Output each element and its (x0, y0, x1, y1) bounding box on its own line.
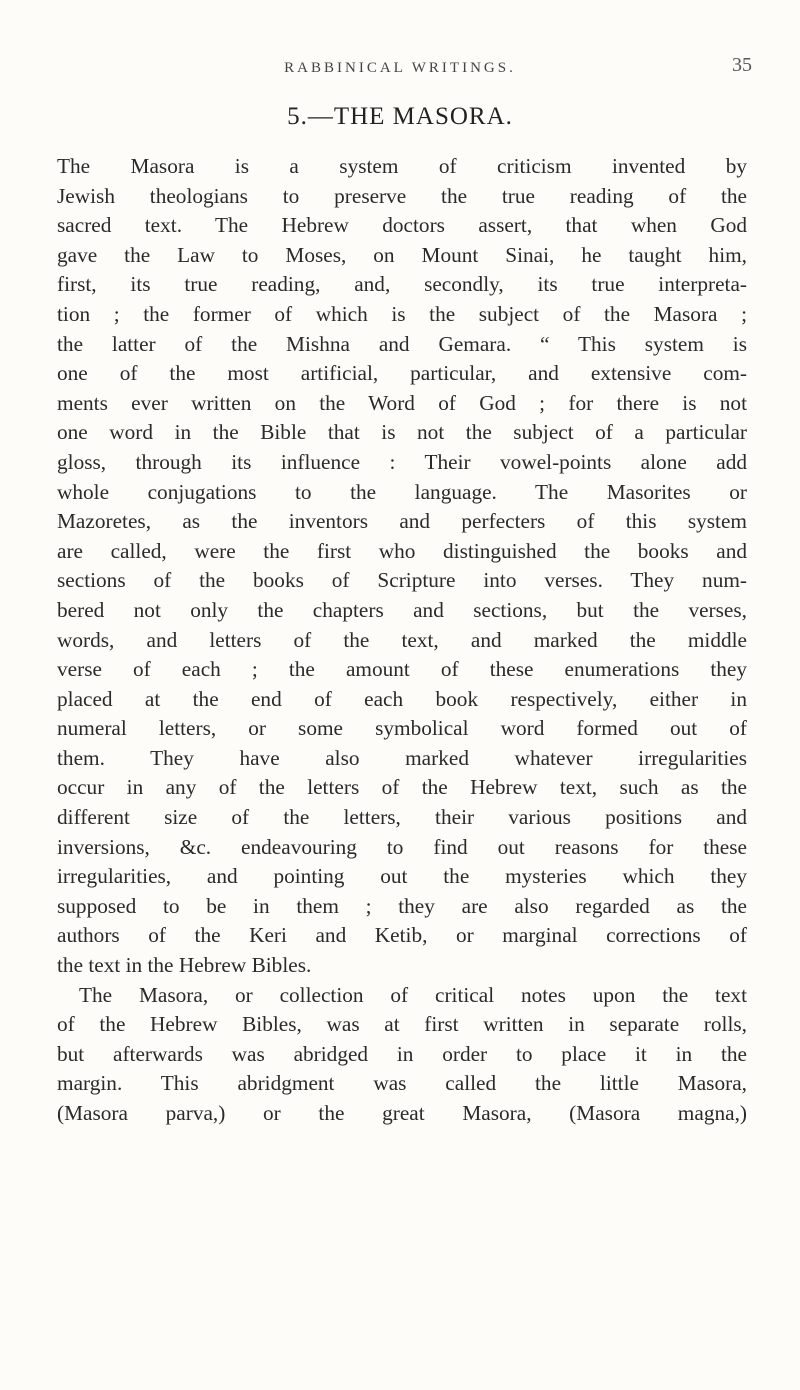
text-line: the latter of the Mishna and Gemara. “ This system is (57, 331, 747, 356)
text-line: them. They have also marked whatever irregularities (57, 745, 747, 770)
text-line: different size of the letters, their various positions and (57, 805, 747, 830)
text-line: irregularities, and pointing out the mysteries which they (57, 864, 747, 889)
text-line: but afterwards was abridged in order to place it in the (57, 1041, 747, 1066)
text-line: margin. This abridgment was called the little Masora, (57, 1071, 747, 1096)
text-line: ments ever written on the Word of God ; for there is not (57, 390, 747, 415)
text-line: sacred text. The Hebrew doctors assert, that when God (57, 213, 747, 238)
section-title: 5.—THE MASORA. (287, 103, 513, 130)
text-line: supposed to be in them ; they are also regarded as the (57, 893, 747, 918)
text-line: the text in the Hebrew Bibles. (57, 953, 312, 978)
text-line: gave the Law to Moses, on Mount Sinai, he taught him, (57, 242, 747, 267)
text-line: verse of each ; the amount of these enumerations they (57, 657, 747, 682)
text-line: one of the most artificial, particular, and extensive com- (57, 361, 747, 386)
text-line: gloss, through its influence : Their vowel-points alone add (57, 449, 747, 474)
running-head: RABBINICAL WRITINGS. (284, 60, 516, 76)
text-line: placed at the end of each book respectively, either in (57, 686, 747, 711)
text-line: numeral letters, or some symbolical word formed out of (57, 716, 747, 741)
body-text (57, 152, 747, 1129)
paragraph-2 (57, 981, 747, 1129)
text-line: words, and letters of the text, and marked the middle (57, 627, 747, 652)
text-line: Mazoretes, as the inventors and perfecters of this system (57, 509, 747, 534)
text-line: first, its true reading, and, secondly, its true interpreta- (57, 272, 747, 297)
paragraph-1 (57, 152, 747, 981)
page-number: 35 (732, 54, 752, 76)
text-line: (Masora parva,) or the great Masora, (Masora magna,) (57, 1101, 747, 1125)
text-line: bered not only the chapters and sections, but the verses, (57, 597, 747, 622)
text-line: tion ; the former of which is the subject of the Masora ; (57, 301, 747, 326)
text-line: inversions, &c. endeavouring to find out reasons for these (57, 834, 747, 859)
text-line: authors of the Keri and Ketib, or marginal corrections of (57, 923, 747, 948)
text-line: are called, were the first who distinguished the books and (57, 538, 747, 563)
text-line: of the Hebrew Bibles, was at first written in separate rolls, (57, 1012, 747, 1037)
text-line: whole conjugations to the language. The Masorites or (57, 479, 747, 504)
text-line: sections of the books of Scripture into verses. They num- (57, 568, 747, 593)
text-line: occur in any of the letters of the Hebrew text, such as the (57, 775, 747, 800)
text-line: Jewish theologians to preserve the true reading of the (57, 183, 747, 208)
text-line: one word in the Bible that is not the subject of a particular (57, 420, 747, 445)
text-line: The Masora, or collection of critical notes upon the text (79, 982, 747, 1007)
text-line: The Masora is a system of criticism invented by (57, 154, 747, 178)
